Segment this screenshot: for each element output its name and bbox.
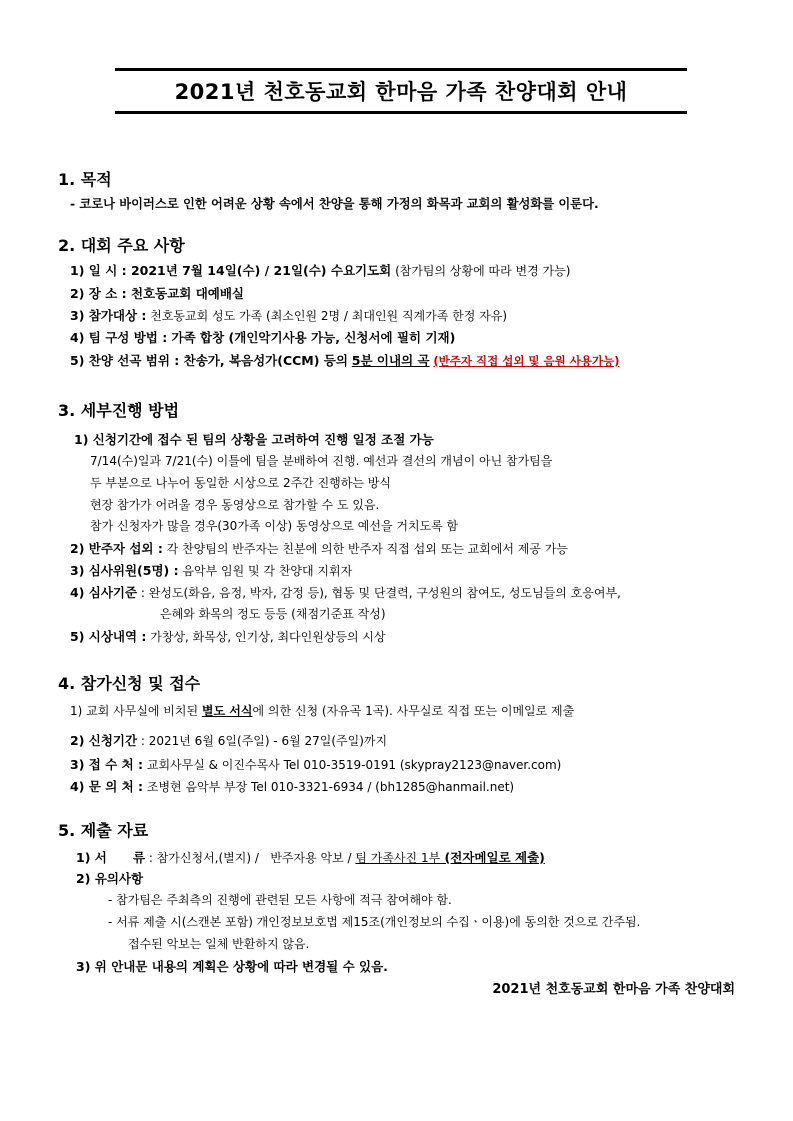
awards-item xyxy=(70,627,386,645)
schedule-note: (참가팀의 상황에 따라 변경 가능) xyxy=(391,264,571,278)
reception-item xyxy=(70,755,561,773)
song-note: (반주자 직접 섭외 및 음원 사용가능) xyxy=(433,354,620,368)
inquiry-text: 조병현 음악부 부장 Tel 010-3321-6934 / (bh1285@hanmail.net) xyxy=(143,780,515,794)
schedule-detail-1: 7/14(수)일과 7/21(수) 이틀에 팀을 분배하여 진행. 예선과 결선의 개념이 아닌 참가팀을 xyxy=(90,454,553,468)
venue-item: 2) 장 소 : 천호동교회 대예배실 xyxy=(70,286,244,301)
section-1-text: - 코로나 바이러스로 인한 어려운 상황 속에서 찬양을 통해 가정의 화목과 교회의 활성화를 이룬다. xyxy=(70,197,599,211)
reception-label: 3) 접 수 처 : xyxy=(70,757,144,772)
notes-line-2: - 서류 제출 시(스캔본 포함) 개인정보보호법 제15조(개인정보의 수집ㆍ이용)에 동의한 것으로 간주됨. xyxy=(108,915,641,929)
criteria-text-2: 은혜와 화목의 정도 등등 (채점기준표 작성) xyxy=(160,607,386,621)
application-item xyxy=(70,702,574,719)
period-item xyxy=(70,731,387,749)
application-text-a: 1) 교회 사무실에 비치된 xyxy=(70,704,202,718)
period-text: : 2021년 6월 6일(주일) - 6월 27일(주일)까지 xyxy=(137,734,388,748)
schedule-detail-3: 현장 참가가 어려울 경우 동영상으로 참가할 수 도 있음. xyxy=(90,498,380,512)
eligibility-item xyxy=(70,306,507,324)
notes-line-3: 접수된 악보는 일체 반환하지 않음. xyxy=(128,937,310,951)
awards-label: 5) 시상내역 : xyxy=(70,629,147,644)
documents-label: 1) 서 류 xyxy=(76,850,146,865)
section-2-heading: 2. 대회 주요 사항 xyxy=(58,236,185,255)
documents-photo: 팀 가족사진 1부 xyxy=(355,851,441,865)
accompanist-item xyxy=(70,539,568,557)
section-3-heading: 3. 세부진행 방법 xyxy=(58,401,180,420)
schedule-detail-2: 두 부분으로 나누어 동일한 시상으로 2주간 진행하는 방식 xyxy=(90,476,391,490)
judges-label: 3) 심사위원(5명) : xyxy=(70,563,179,578)
judges-item xyxy=(70,561,352,579)
footer-signature: 2021년 천호동교회 한마음 가족 찬양대회 xyxy=(492,982,735,997)
section-5-heading: 5. 제출 자료 xyxy=(58,821,149,840)
inquiry-item xyxy=(70,777,514,795)
schedule-label: 1) 일 시 : 2021년 7월 14일(수) / 21일(수) 수요기도회 xyxy=(70,263,392,278)
inquiry-label: 4) 문 의 처 : xyxy=(70,779,144,794)
song-label: 5) 찬양 선곡 범위 : 찬송가, 복음성가(CCM) 등의 xyxy=(70,353,348,368)
application-form: 별도 서식 xyxy=(201,704,253,718)
eligibility-text: 천호동교회 성도 가족 (최소인원 2명 / 최대인원 직계가족 한정 자유) xyxy=(146,309,508,323)
schedule-item xyxy=(70,261,570,279)
documents-email: (전자메일로 제출) xyxy=(440,850,545,865)
title-box xyxy=(115,68,687,114)
notes-label: 2) 유의사항 xyxy=(76,871,144,886)
change-notice: 3) 위 안내문 내용의 계획은 상황에 따라 변경될 수 있음. xyxy=(76,959,388,974)
criteria-text: : 완성도(화음, 음정, 박자, 감정 등), 협동 및 단결력, 구성원의 참여도, 성도님들의 호응여부, xyxy=(137,586,621,600)
period-label: 2) 신청기간 xyxy=(70,733,138,748)
schedule-detail-4: 참가 신청자가 많을 경우(30가족 이상) 동영상으로 예선을 거치도록 함 xyxy=(90,519,459,533)
accompanist-text: 각 찬양팀의 반주자는 친분에 의한 반주자 직접 섭외 또는 교회에서 제공 가능 xyxy=(162,542,568,556)
reception-text: 교회사무실 & 이진수목사 Tel 010-3519-0191 (skypray2123@naver.com) xyxy=(143,758,562,772)
song-limit: 5분 이내의 곡 xyxy=(351,353,430,368)
application-text-b: 에 의한 신청 (자유곡 1곡). 사무실로 직접 또는 이메일로 제출 xyxy=(252,704,575,718)
document-title: 2021년 천호동교회 한마음 가족 찬양대회 안내 xyxy=(174,80,628,104)
awards-text: 가창상, 화목상, 인기상, 최다인원상등의 시상 xyxy=(146,630,386,644)
criteria-label: 4) 심사기준 xyxy=(70,585,138,600)
accompanist-label: 2) 반주자 섭외 : xyxy=(70,541,163,556)
notes-line-1: - 참가팀은 주최측의 진행에 관련된 모든 사항에 적극 참여해야 함. xyxy=(108,893,452,907)
section-1-heading: 1. 목적 xyxy=(58,170,112,189)
schedule-adjust-item: 1) 신청기간에 접수 된 팀의 상황을 고려하여 진행 일정 조절 가능 xyxy=(74,432,434,447)
team-item: 4) 팀 구성 방법 : 가족 합창 (개인악기사용 가능, 신청서에 필히 기재) xyxy=(70,330,456,345)
judges-text: 음악부 임원 및 각 찬양대 지휘자 xyxy=(178,564,353,578)
documents-text: : 참가신청서,(별지) / 반주자용 악보 / xyxy=(145,851,356,865)
section-4-heading: 4. 참가신청 및 접수 xyxy=(58,674,201,693)
song-item xyxy=(70,351,619,369)
eligibility-label: 3) 참가대상 : xyxy=(70,308,147,323)
criteria-item xyxy=(70,583,621,601)
documents-item xyxy=(76,848,545,866)
